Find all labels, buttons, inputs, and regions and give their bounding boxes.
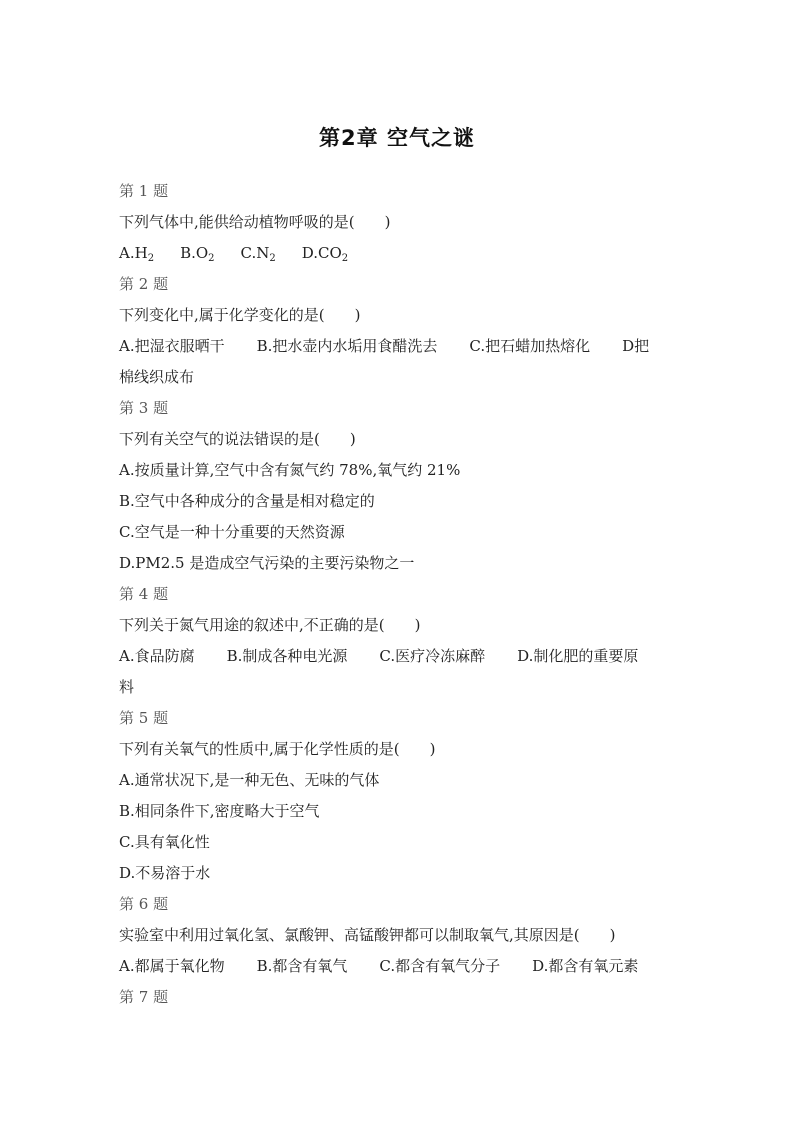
option-a: A.把湿衣服晒干	[119, 337, 225, 355]
option-b: B.空气中各种成分的含量是相对稳定的	[119, 492, 375, 510]
option-d: D.都含有氧元素	[532, 957, 639, 975]
question-label: 第 5 题	[119, 709, 169, 727]
question-options	[119, 641, 679, 672]
question-options	[119, 331, 679, 362]
question-label: 第 2 题	[119, 275, 169, 293]
question-label: 第 4 题	[119, 585, 169, 603]
option-b: B.相同条件下,密度略大于空气	[119, 802, 320, 820]
option-c: $C.N_2$	[240, 244, 276, 264]
question-stem: 下列变化中,属于化学变化的是( )	[119, 306, 361, 324]
option-d: D.不易溶于水	[119, 864, 211, 882]
option-continuation: 料	[119, 678, 135, 696]
option-c: C.具有氧化性	[119, 833, 210, 851]
question-stem: 实验室中利用过氧化氢、氯酸钾、高锰酸钾都可以制取氧气,其原因是( )	[119, 926, 616, 944]
option-a: A.都属于氧化物	[119, 957, 225, 975]
question-label: 第 7 题	[119, 988, 169, 1006]
question-stem: 下列有关氧气的性质中,属于化学性质的是( )	[119, 740, 436, 758]
option-c: C.把石蜡加热熔化	[469, 337, 591, 355]
option-c: C.医疗冷冻麻醉	[379, 647, 486, 665]
option-d: $D.CO_2$	[301, 244, 349, 264]
option-b: $B.O_2$	[180, 244, 215, 264]
question-options	[119, 951, 679, 982]
question-label: 第 3 题	[119, 399, 169, 417]
question-list	[119, 176, 679, 1013]
option-c: C.空气是一种十分重要的天然资源	[119, 523, 345, 541]
option-b: B.都含有氧气	[256, 957, 348, 975]
option-d: D.制化肥的重要原	[517, 647, 639, 665]
option-b: B.制成各种电光源	[226, 647, 348, 665]
option-d: D.PM2.5 是造成空气污染的主要污染物之一	[119, 554, 415, 572]
question-label: 第 1 题	[119, 182, 169, 200]
option-b: B.把水壶内水垢用食醋洗去	[256, 337, 438, 355]
option-d: D把	[622, 337, 650, 355]
option-a: $A.H_2$	[119, 244, 155, 264]
question-stem: 下列气体中,能供给动植物呼吸的是( )	[119, 213, 391, 231]
option-a: A.通常状况下,是一种无色、无味的气体	[119, 771, 380, 789]
option-a: A.食品防腐	[119, 647, 195, 665]
question-label: 第 6 题	[119, 895, 169, 913]
page-title: 第2章 空气之谜	[319, 126, 475, 150]
question-stem: 下列关于氮气用途的叙述中,不正确的是( )	[119, 616, 421, 634]
option-continuation: 棉线织成布	[119, 368, 195, 386]
option-a: A.按质量计算,空气中含有氮气约 78%,氧气约 21%	[119, 461, 461, 479]
question-options	[119, 238, 679, 269]
question-stem: 下列有关空气的说法错误的是( )	[119, 430, 356, 448]
option-c: C.都含有氧气分子	[379, 957, 501, 975]
